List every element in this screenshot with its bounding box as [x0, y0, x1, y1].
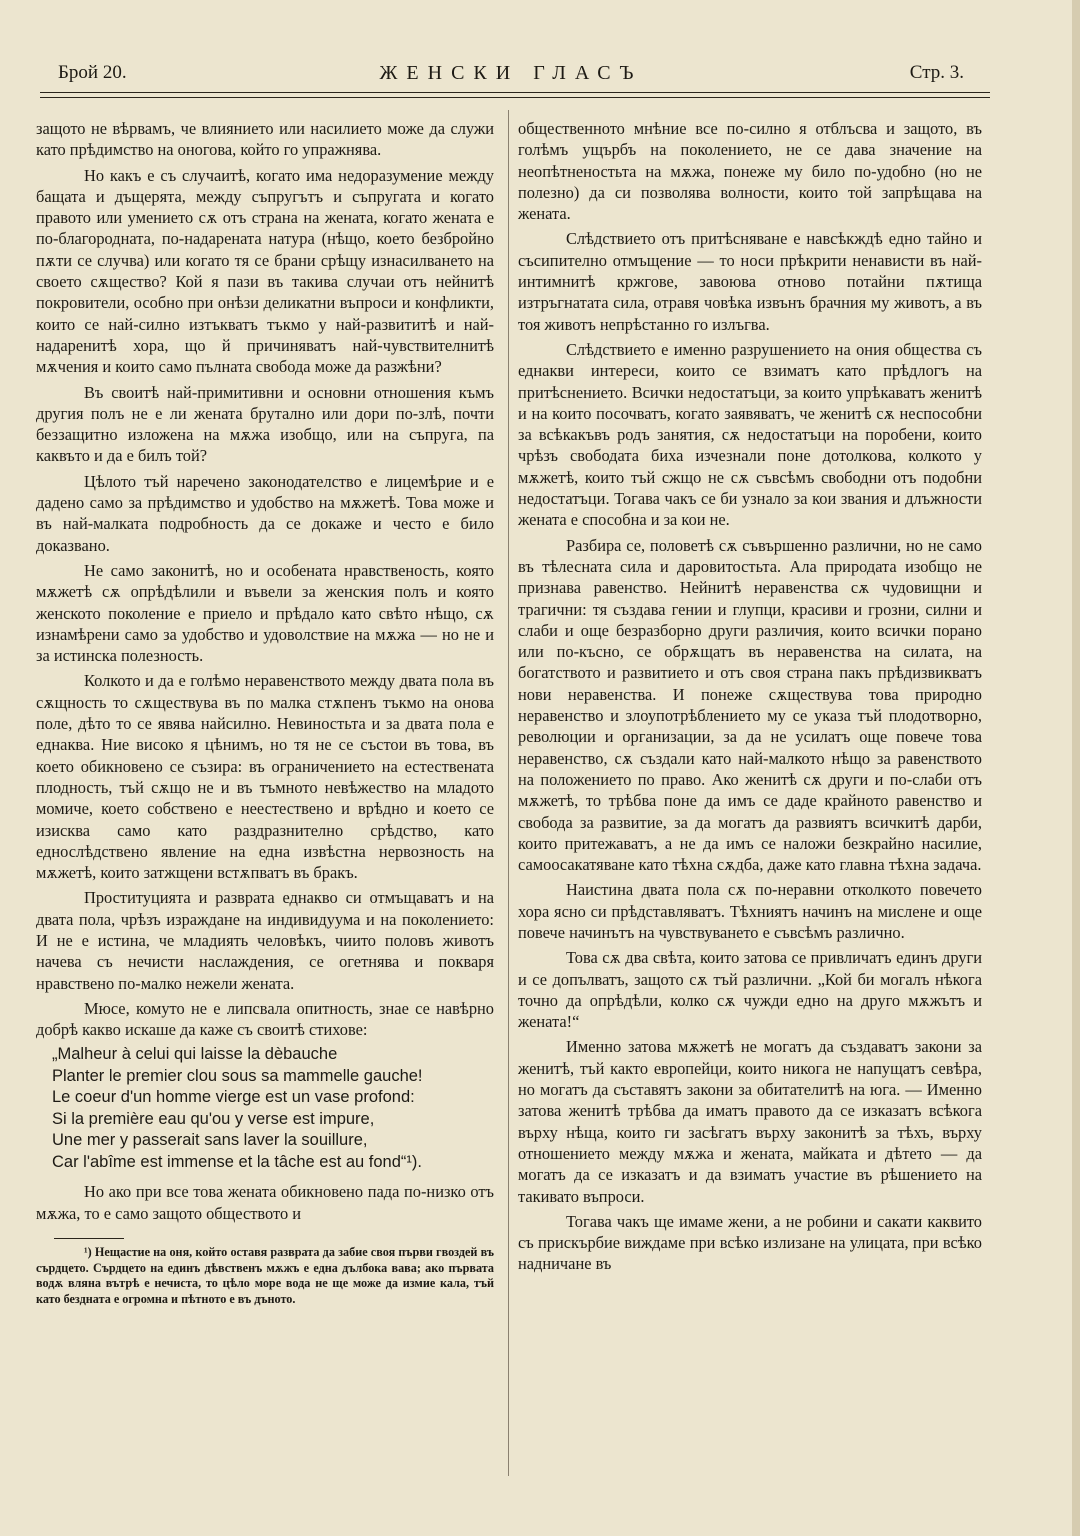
right-column [518, 118, 982, 1279]
paragraph: Слѣдствието е именно разрушението на ония общества съ еднакви интереси, които се взиматъ като прѣдлогъ на притѣснението. Всички недостатъци, за които упрѣкаватъ женитѣ и на които посочватъ, когато заявяватъ, че женитѣ сѫ неспособни за всѣкакъвъ родъ занятия, сѫ недостатъци на поробени, които чрѣзъ свободата биха изчезнали поне дотолкова, колкото у мѫжетѣ, които тъй сжщо не сѫ съвсѣмъ свободни отъ подобни недостатъци. Тогава чакъ се би узнало за кои звания и длъжности жената е способна и за кои не. [518, 339, 982, 530]
paragraph: Но какъ е съ случаитѣ, когато има недоразумение между бащата и дъщерята, между съпругътъ и съпругата и когато правото или умението сѫ отъ страна на жената, когато жената е по-благородната, по-надарената натура (нѣщо, което безбройно пѫти се случва) или когато тя се брани срѣщу изнасилването на своето сѫщество? Кой я пази въ такива случаи отъ нейнитѣ покровители, особно при онѣзи деликатни въпроси и конфликти, които се най-силно изтъкватъ тъкмо у най-развититѣ и най-надаренитѣ хора, що й причиняватъ най-чувствителнитѣ мѫчения и които само пълната свобода може да разжѣни? [36, 165, 494, 377]
poem-line: Car l'abîme est immense et la tâche est au fond“¹). [52, 1152, 422, 1171]
paragraph: Слѣдствието отъ притѣсняване е навсѣкждѣ едно тайно и съсипително отмъщение — то носи прѣкрити ненависти въ най-интимнитѣ кржгове, завоюва отново потайни пѫтища изтръгнатата сила, отравя човѣка извънъ брачния му животъ, а въ тоя животъ непрѣстанно го излъгва. [518, 229, 982, 334]
poem-line: Une mer y passerait sans laver la souillure, [52, 1131, 368, 1150]
paragraph: Наистина двата пола сѫ по-неравни отколкото повечето хора ясно си прѣдставляватъ. Тѣхниятъ начинъ на мислене и още повече начинътъ на чувствуването е съвсѣмъ различно. [518, 880, 982, 942]
footnote: ¹) Нещастие на оня, който оставя разврата да забие своя първи гвоздей въ сърдцето. Сърдцето на единъ дѣвственъ мѫжъ е една дълбока вава; ако първата водѫ вляна вътрѣ е нечиста, то цѣло море вода не ще може да измие кала, тъй като бездната е огромна и пѣтното е въ дъното. [36, 1245, 494, 1306]
paragraph: Именно затова мѫжетѣ не могатъ да създаватъ закони за женитѣ, тъй както европейци, които никога не напущатъ севѣра, но могатъ да съставятъ закони за обитателитѣ на юга. — Именно затова женитѣ трѣбва да иматъ правото да се изказатъ всѣкога върху нѣща, които ги засѣгатъ върху законитѣ за тѣхъ, върху отношението между мѫжа и жената, майката и дѣтето — да могатъ да се изказатъ и да взиматъ участие въ рѣшението на такивато въпроси. [518, 1037, 982, 1206]
paragraph: Разбира се, половетѣ сѫ съвършенно различни, но не само въ тѣлесната сила и даровитостьта. Ала природата изобщо не признава равенство. Нейнитѣ неравенства сѫ чудовищни и трагични: тя създава гении и глупци, красиви и грозни, силни и слаби и още безразборно други различия, които всички порано или по-късно, се обрѫщатъ въ неравенства на силата, на богатството и развитието и отъ своя страна пакъ прѣдизвикватъ нови неравенства. И понеже сѫществува това природно неравенство и злоупотрѣблението му се указа тъй плодотворно, революции и организации, за да не усилатъ още повече това неравенство, сѫ създали като най-малкото нѣщо за равенството на положението по право. Ако женитѣ сѫ други и по-слаби отъ мѫжетѣ, то трѣбва поне да имъ се даде крайното равенство и свобода за развитие, за да могатъ да развиятъ всичкитѣ дарби, които притежаватъ, а не да имъ се наложи безкрайно насилие, самоосакатяване като тѣхна сѫдба, даже като главна тѣхна задача. [518, 535, 982, 875]
paragraph: Мюсе, комуто не е липсвала опитность, знае се навѣрно добрѣ какво искаше да каже съ своитѣ стихове: [36, 998, 494, 1040]
poem-line: „Malheur à celui qui laisse la dèbauche [52, 1045, 338, 1064]
poem-line: Planter le premier clou sous sa mammelle gauche! [52, 1066, 423, 1085]
paragraph: Цѣлото тъй наречено законодателство е лицемѣрие и е дадено само за прѣдимство и удобство на мѫжетѣ. Това може и въ най-малката подробность да се докаже и често е било доказвано. [36, 471, 494, 555]
poem-line: Le coeur d'un homme vierge est un vase profond: [52, 1088, 415, 1107]
header-rule-thin [40, 97, 990, 98]
page-header [58, 62, 964, 92]
paragraph: Това сѫ два свѣта, които затова се привличатъ единъ други и се допълватъ, защото сѫ тъй различни. „Кой би могалъ нѣкога точно да опрѣдѣли, колко сѫ чужди едно на друго мѫжътъ и жената!“ [518, 948, 982, 1032]
paragraph: Въ своитѣ най-примитивни и основни отношения къмъ другия полъ не е ли жената брутално или дори по-злѣ, почти беззащитно изложена на мѫжа изобщо, или на съпруга, па каквъто и да е билъ той? [36, 382, 494, 466]
footnote-rule [54, 1238, 124, 1239]
french-poem [52, 1044, 494, 1173]
paragraph: защото не вѣрвамъ, че влиянието или насилието може да служи като прѣдимство на оногова, който го упражнява. [36, 119, 494, 160]
paragraph: Но ако при все това жената обикновено пада по-низко отъ мѫжа, то е само защото обществото и [36, 1182, 494, 1223]
paragraph: Колкото и да е голѣмо неравенството между двата пола въ сѫщность то сѫществува въ по малка стѫпенъ тъкмо на онова поле, дѣто то се явява найсилно. Невиностьта и за двата пола е еднаква. Ние високо я цѣнимъ, но тя не се състои въ това, въ което обикновено се съзира: въ ограничението на естествената плодность, тъй сѫщо не и въ тъмното невѣжество на младото момиче, което собствено е неестествено и врѣдно и което се изисква само като раздразнително срѣдство, като еднослѣдствено явление на една извѣстна нервозность на мѫжетѣ, които затжщени встѫпватъ въ бракъ. [36, 671, 494, 883]
left-paragraphs [36, 118, 494, 1040]
left-column [36, 118, 494, 1311]
page-edge [1072, 0, 1080, 1536]
paragraph: Проституцията и разврата еднакво си отмъщаватъ и на двата пола, чрѣзъ израждане на индивидуума и на поколението: И не е истина, че младиять человѣкъ, чиито половъ животъ начева съ нечисти наслаждения, се огетнява и покваря нравствено по-малко нежели жената. [36, 888, 494, 993]
header-rule [40, 92, 990, 93]
newspaper-title: ЖЕНСКИ ГЛАСЪ [379, 62, 643, 84]
poem-line: Si la première eau qu'ou y verse est impure, [52, 1109, 375, 1128]
paragraph: общественното мнѣние все по-силно я отблъсва и защото, въ голѣмъ ущърбъ на поколението, не се дава значение на неопѣтненостьта на мѫжа, понеже му било по-удобно (но не полезно) да си позволява волности, които той запрѣщава на жената. [518, 119, 982, 224]
issue-number: Брой 20. [58, 62, 127, 83]
column-divider [508, 110, 509, 1476]
page-number: Стр. 3. [909, 62, 964, 83]
paragraph: Тогава чакъ ще имаме жени, а не робини и сакати каквито съ прискърбие виждаме при всѣко излизане на улицата, при всѣко надничане въ [518, 1211, 982, 1274]
paragraph: Не само законитѣ, но и особената нравственость, която мѫжетѣ сѫ опрѣдѣлили и въвели за женския полъ и която женското поколение е приело и прѣдало като свѣто нѣщо, сѫ изнамѣрени само за удобство и удоволствие на мѫжа — но не и за истинска полезность. [36, 560, 494, 666]
right-paragraphs [518, 118, 982, 1275]
